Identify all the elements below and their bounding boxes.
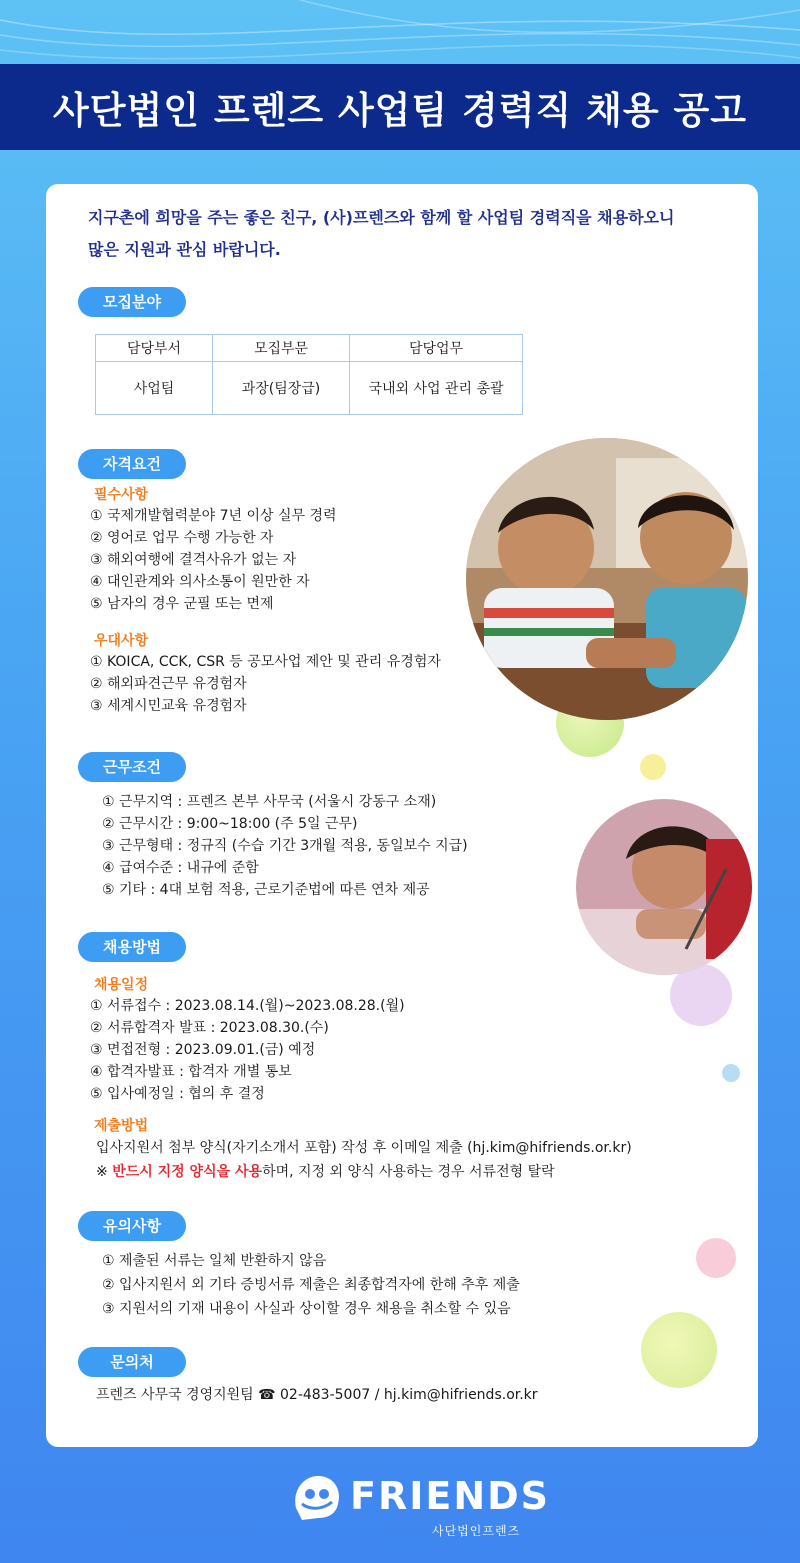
- table-cell: 사업팀: [96, 362, 213, 415]
- section-label-conditions: 근무조건: [78, 752, 186, 782]
- required-list: [90, 505, 337, 615]
- intro-text: 지구촌에 희망을 주는 좋은 친구, (사)프렌즈와 함께 할 사업팀 경력직을 채용하오니 많은 지원과 관심 바랍니다.: [88, 208, 675, 259]
- list-item: ③ 지원서의 기재 내용이 사실과 상이할 경우 채용을 취소할 수 있음: [102, 1301, 511, 1317]
- list-item: ⑤ 입사예정일 : 협의 후 결정: [90, 1086, 265, 1102]
- list-item: ② 영어로 업무 수행 가능한 자: [90, 530, 274, 546]
- list-item: ① KOICA, CCK, CSR 등 공모사업 제안 및 관리 유경험자: [90, 654, 441, 670]
- decor-circle: [641, 1312, 717, 1388]
- list-item: ① 서류접수 : 2023.08.14.(월)~2023.08.28.(월): [90, 998, 405, 1014]
- list-item: ① 국제개발협력분야 7년 이상 실무 경력: [90, 508, 337, 524]
- schedule-heading: 채용일정: [94, 977, 149, 993]
- contact-text: 프렌즈 사무국 경영지원팀 ☎ 02-483-5007 / hj.kim@hifriends.or.kr: [96, 1387, 538, 1403]
- recruit-table: [95, 334, 523, 415]
- list-item: ⑤ 기타 : 4대 보험 적용, 근로기준법에 따른 연차 제공: [102, 882, 430, 898]
- list-item: ⑤ 남자의 경우 군필 또는 면제: [90, 596, 274, 612]
- list-item: ② 해외파견근무 유경험자: [90, 676, 247, 692]
- list-item: ② 입사지원서 외 기타 증빙서류 제출은 최종합격자에 한해 추후 제출: [102, 1277, 520, 1293]
- required-heading: 필수사항: [94, 487, 149, 503]
- table-header-cell: 모집부문: [213, 335, 350, 362]
- list-item: ③ 세계시민교육 유경험자: [90, 698, 247, 714]
- logo-subtitle: 사단법인프렌즈: [432, 1524, 521, 1538]
- decor-circle: [696, 1238, 736, 1278]
- wave-decoration: [0, 0, 800, 70]
- table-cell: 과장(팀장급): [213, 362, 350, 415]
- list-item: ④ 합격자발표 : 합격자 개별 통보: [90, 1064, 292, 1080]
- list-item: ③ 해외여행에 결격사유가 없는 자: [90, 552, 297, 568]
- friends-logo-icon: [288, 1470, 344, 1526]
- title-band: [0, 64, 800, 150]
- conditions-list: [102, 791, 468, 901]
- section-label-notes: 유의사항: [78, 1211, 186, 1241]
- content-card: [46, 184, 758, 1447]
- notes-list: [102, 1249, 520, 1321]
- section-label-recruit: 모집분야: [78, 287, 186, 317]
- section-label-qualifications: 자격요건: [78, 449, 186, 479]
- table-header-cell: 담당업무: [350, 335, 523, 362]
- list-item: ① 제출된 서류는 일체 반환하지 않음: [102, 1253, 327, 1269]
- list-item: ④ 대인관계와 의사소통이 원만한 자: [90, 574, 310, 590]
- submit-note: ※ 반드시 지정 양식을 사용하며, 지정 외 양식 사용하는 경우 서류전형 탈락: [96, 1164, 555, 1180]
- logo-wordmark: FRIENDS: [350, 1474, 551, 1518]
- preferred-heading: 우대사항: [94, 633, 149, 649]
- schedule-list: [90, 995, 405, 1105]
- list-item: ② 서류합격자 발표 : 2023.08.30.(수): [90, 1020, 329, 1036]
- writing-child-photo: [576, 799, 752, 975]
- list-item: ③ 면접전형 : 2023.09.01.(금) 예정: [90, 1042, 316, 1058]
- decor-circle: [640, 754, 666, 780]
- decor-circle: [722, 1064, 740, 1082]
- list-item: ② 근무시간 : 9:00~18:00 (주 5일 근무): [102, 816, 358, 832]
- children-photo: [466, 438, 748, 720]
- friends-logo: [288, 1470, 551, 1542]
- table-row: [96, 362, 523, 415]
- table-cell: 국내외 사업 관리 총괄: [350, 362, 523, 415]
- submit-list: [96, 1136, 632, 1184]
- list-item: ④ 급여수준 : 내규에 준함: [102, 860, 259, 876]
- list-item: ① 근무지역 : 프렌즈 본부 사무국 (서울시 강동구 소재): [102, 794, 437, 810]
- list-item: ③ 근무형태 : 정규직 (수습 기간 3개월 적용, 동일보수 지급): [102, 838, 468, 854]
- note-highlight: 반드시 지정 양식을 사용: [112, 1164, 263, 1180]
- section-label-contact: 문의처: [78, 1347, 186, 1377]
- submit-method-text: 입사지원서 첨부 양식(자기소개서 포함) 작성 후 이메일 제출 (hj.kim@hifriends.or.kr): [96, 1140, 632, 1156]
- table-header-cell: 담당부서: [96, 335, 213, 362]
- page-title: 사단법인 프렌즈 사업팀 경력직 채용 공고: [52, 89, 748, 132]
- preferred-list: [90, 651, 441, 717]
- section-label-hiring: 채용방법: [78, 932, 186, 962]
- table-header-row: [96, 335, 523, 362]
- submit-heading: 제출방법: [94, 1118, 149, 1134]
